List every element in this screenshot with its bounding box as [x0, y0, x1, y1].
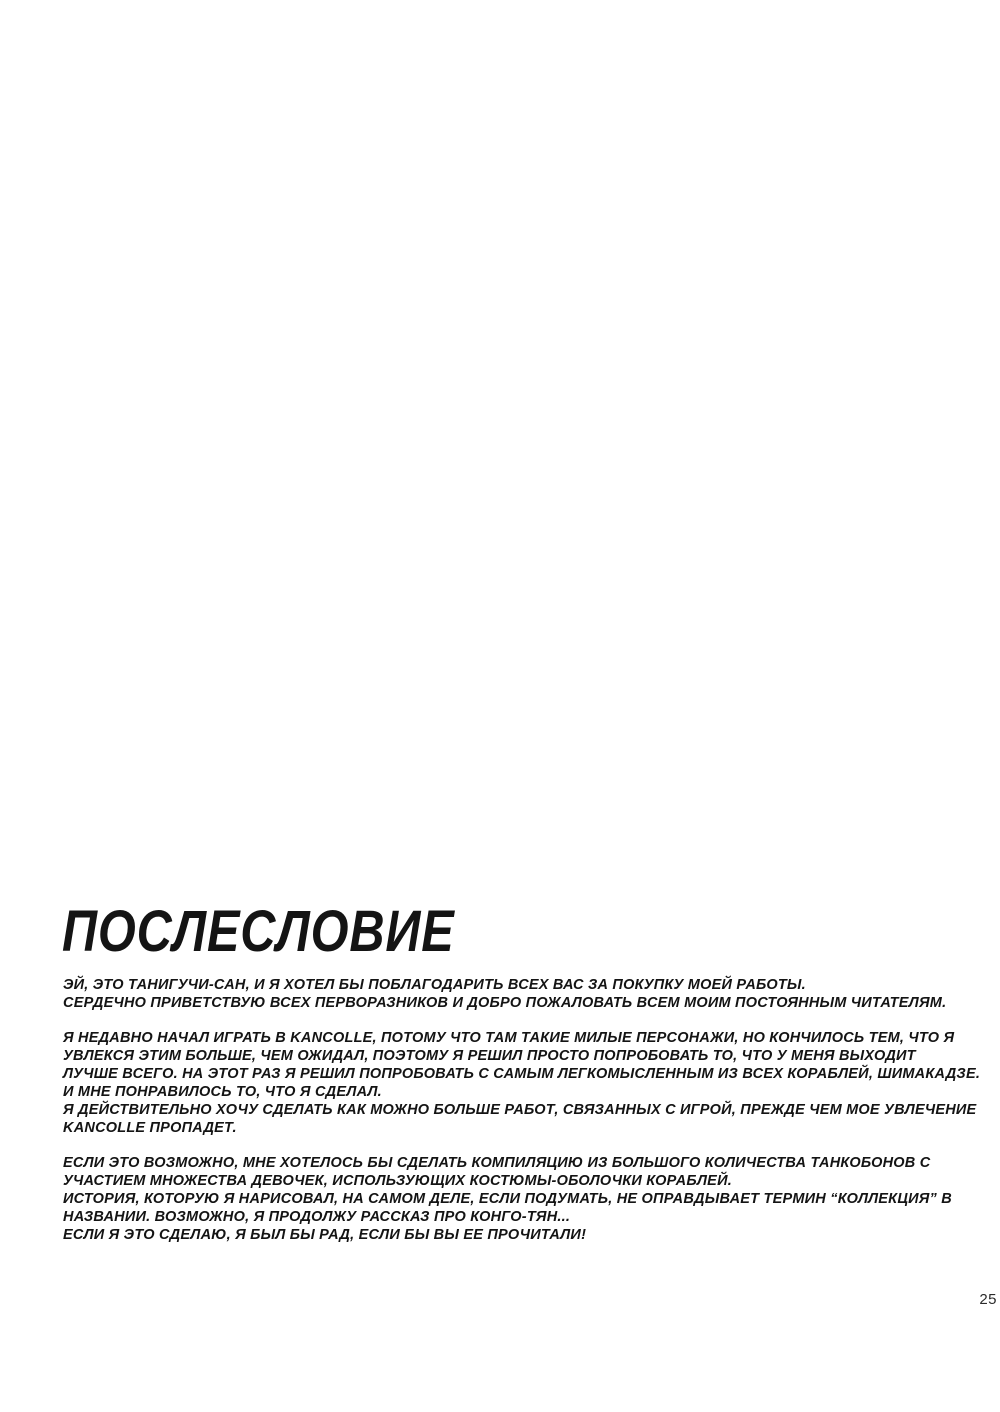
text-line: Я ДЕЙСТВИТЕЛЬНО ХОЧУ СДЕЛАТЬ КАК МОЖНО БОЛЬШЕ РАБОТ, СВЯЗАННЫХ С ИГРОЙ, ПРЕЖДЕ ЧЕМ МОЕ УВЛЕЧЕНИЕ — [63, 1102, 977, 1118]
text-line: ЭЙ, ЭТО ТАНИГУЧИ-САН, И Я ХОТЕЛ БЫ ПОБЛАГОДАРИТЬ ВСЕХ ВАС ЗА ПОКУПКУ МОЕЙ РАБОТЫ. — [63, 977, 806, 993]
page-number: 25 — [979, 1291, 997, 1308]
text-line: УЧАСТИЕМ МНОЖЕСТВА ДЕВОЧЕК, ИСПОЛЬЗУЮЩИХ КОСТЮМЫ-ОБОЛОЧКИ КОРАБЛЕЙ. — [63, 1173, 732, 1189]
text-line: ЛУЧШЕ ВСЕГО. НА ЭТОТ РАЗ Я РЕШИЛ ПОПРОБОВАТЬ С САМЫМ ЛЕГКОМЫСЛЕННЫМ ИЗ ВСЕХ КОРАБЛЕЙ, ШИМАКАДЗЕ. — [63, 1066, 981, 1082]
afterword-paragraph — [63, 976, 993, 1012]
text-line: KANCOLLE ПРОПАДЕТ. — [63, 1120, 237, 1136]
text-line: НАЗВАНИИ. ВОЗМОЖНО, Я ПРОДОЛЖУ РАССКАЗ ПРО КОНГО-ТЯН... — [63, 1209, 571, 1225]
afterword-paragraph — [63, 1029, 993, 1137]
afterword-paragraph — [63, 1154, 993, 1244]
text-line: УВЛЕКСЯ ЭТИМ БОЛЬШЕ, ЧЕМ ОЖИДАЛ, ПОЭТОМУ Я РЕШИЛ ПРОСТО ПОПРОБОВАТЬ ТО, ЧТО У МЕНЯ ВЫХОДИТ — [63, 1048, 916, 1064]
afterword-body — [63, 976, 993, 1244]
text-line: ИСТОРИЯ, КОТОРУЮ Я НАРИСОВАЛ, НА САМОМ ДЕЛЕ, ЕСЛИ ПОДУМАТЬ, НЕ ОПРАВДЫВАЕТ ТЕРМИН “КОЛЛЕКЦИЯ” В — [63, 1191, 952, 1207]
text-line: ЕСЛИ Я ЭТО СДЕЛАЮ, Я БЫЛ БЫ РАД, ЕСЛИ БЫ ВЫ ЕЕ ПРОЧИТАЛИ! — [63, 1227, 587, 1243]
text-line: Я НЕДАВНО НАЧАЛ ИГРАТЬ В KANCOLLE, ПОТОМУ ЧТО ТАМ ТАКИЕ МИЛЫЕ ПЕРСОНАЖИ, НО КОНЧИЛОСЬ ТЕМ, ЧТО Я — [63, 1030, 955, 1046]
text-line: ЕСЛИ ЭТО ВОЗМОЖНО, МНЕ ХОТЕЛОСЬ БЫ СДЕЛАТЬ КОМПИЛЯЦИЮ ИЗ БОЛЬШОГО КОЛИЧЕСТВА ТАНКОБОНОВ С — [63, 1155, 931, 1171]
text-line: СЕРДЕЧНО ПРИВЕТСТВУЮ ВСЕХ ПЕРВОРАЗНИКОВ И ДОБРО ПОЖАЛОВАТЬ ВСЕМ МОИМ ПОСТОЯННЫМ ЧИТАТЕЛЯМ. — [63, 995, 947, 1011]
text-line: И МНЕ ПОНРАВИЛОСЬ ТО, ЧТО Я СДЕЛАЛ. — [63, 1084, 382, 1100]
page-title: ПОСЛЕСЛОВИЕ — [62, 899, 455, 964]
